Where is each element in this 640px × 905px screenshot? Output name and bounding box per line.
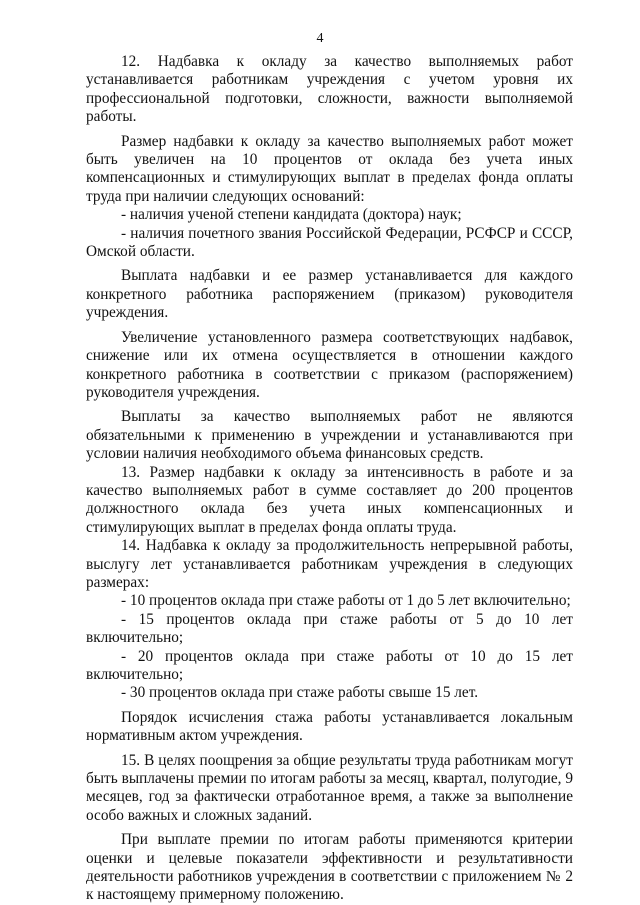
paragraph-12: 12. Надбавка к окладу за качество выполняемых работ устанавливается работникам учреждения с учетом уровня их профессиональной подготовки, сложности, важности выполняемой работы. — [86, 53, 573, 126]
paragraph-bonus-criteria: При выплате премии по итогам работы применяются критерии оценки и целевые показатели эффективности и результативности деятельности работников учреждения в соответствии с приложением № 2 к настоящему примерному положению. — [86, 831, 573, 904]
list-item-30-percent: - 30 процентов оклада при стаже работы свыше 15 лет. — [121, 684, 479, 702]
paragraph-15: 15. В целях поощрения за общие результаты труда работникам могут быть выплачены премии по итогам работы за месяц, квартал, полугодие, 9 месяцев, год за фактически отработанное время, а также за выполнение особо важных и сложных заданий. — [86, 751, 573, 824]
paragraph-seniority-calculation: Порядок исчисления стажа работы устанавливается локальным нормативным актом учреждения. — [86, 708, 573, 745]
paragraph-size-increase: Размер надбавки к окладу за качество выполняемых работ может быть увеличен на 10 процентов от оклада без учета иных компенсационных и стимулирующих выплат в пределах фонда оплаты труда при наличии следующих оснований: — [86, 132, 573, 205]
paragraph-increase-reduction: Увеличение установленного размера соответствующих надбавок, снижение или их отмена осуществляется в отношении каждого конкретного работника в соответствии с приказом (распоряжением) руководителя учреждения. — [86, 328, 573, 401]
paragraph-not-mandatory: Выплаты за качество выполняемых работ не являются обязательными к применению в учреждении и устанавливаются при условии наличия необходимого объема финансовых средств. — [86, 408, 573, 463]
document-body — [86, 53, 573, 905]
paragraph-14: 14. Надбавка к окладу за продолжительность непрерывной работы, выслугу лет устанавливается работникам учреждения в следующих размерах: — [86, 537, 573, 591]
list-item-degree: - наличия ученой степени кандидата (доктора) наук; — [121, 206, 462, 224]
list-item-20-percent: - 20 процентов оклада при стаже работы от 10 до 15 лет включительно; — [86, 647, 573, 683]
list-item-10-percent: - 10 процентов оклада при стаже работы от 1 до 5 лет включительно; — [121, 592, 571, 610]
page-number: 4 — [316, 31, 324, 46]
list-item-honorary-title: - наличия почетного звания Российской Федерации, РСФСР и СССР, Омской области. — [86, 224, 573, 261]
paragraph-payment-order: Выплата надбавки и ее размер устанавливается для каждого конкретного работника распоряжением (приказом) руководителя учреждения. — [86, 267, 573, 322]
list-item-15-percent: - 15 процентов оклада при стаже работы от 5 до 10 лет включительно; — [86, 610, 573, 647]
paragraph-13: 13. Размер надбавки к окладу за интенсивность в работе и за качество выполняемых работ в сумме составляет до 200 процентов должностного оклада без учета иных компенсационных и стимулирующих выплат в пределах фонда оплаты труда. — [86, 463, 573, 536]
